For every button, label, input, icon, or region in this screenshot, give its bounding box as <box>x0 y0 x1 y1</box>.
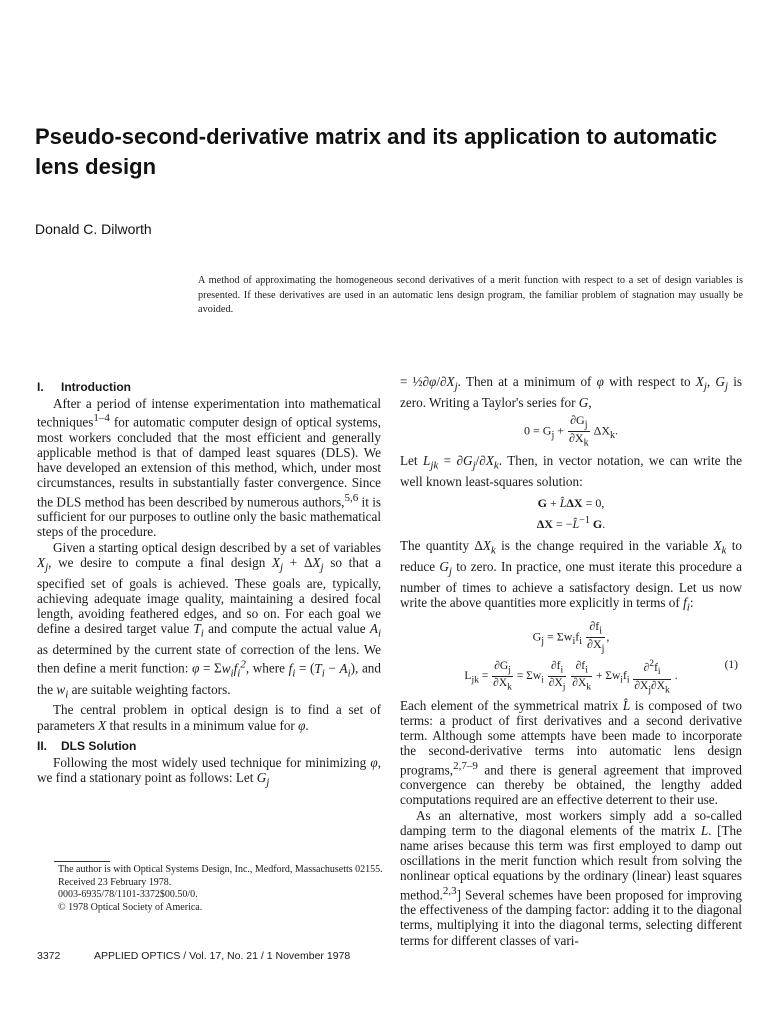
paragraph: Following the most widely used technique for minimizing φ, we find a stationary point as follows: Let $G_j$ <box>37 754 381 789</box>
section-number: II. <box>37 738 48 753</box>
footnote-rule <box>54 861 110 862</box>
paragraph: After a period of intense experimentation into mathematical techniques$^{1-4}$ for automatic computer design of optical systems, most workers concluded that the most efficient and generally applicable method is that of damped least squares (DLS). We have developed an extension of this method, which, under most circumstances, results in substantially faster convergence. Since the DLS method has been described by numerous authors,$^{5,6}$ it is sufficient for our purposes to outline only the basic mathematical steps of the procedure. <box>37 396 382 540</box>
paragraph: Given a starting optical design described by a set of variables $X_j$, we desire to compute a final design $X_j + \Delta X_j$ so that a specified set of goals is achieved. These goals are, typically, achieving adequate image quality, maintaining a desired focal length, avoiding feathered edges, and so on. For each goal we define a desired target value $T_i$ and compute the actual value $A_i$ as determined by the current state of correction of the lens. We then define a merit function: $\varphi = \Sigma w_if_i^2$, where $f_i = (T_i - A_i)$, and the $w_i$ are suitable weighting factors. <box>37 539 381 701</box>
journal-citation: APPLIED OPTICS / Vol. 17, No. 21 / 1 November 1978 <box>94 950 351 962</box>
paragraph: Let $L_{jk} = \partial G_j/\partial X_k$. Then, in vector notation, we can write the well known least-squares solution: <box>400 452 742 489</box>
page-number: 3372 <box>37 950 61 962</box>
equation-least-squares: G + L̂ΔX = 0, <box>537 495 605 510</box>
right-column <box>400 374 742 948</box>
paragraph: Each element of the symmetrical matrix L̂ is composed of two terms: a product of first derivatives and a second derivative term. Although some attempts have been made to incorporate the second-derivative terms into automatic lens design programs,$^{2,7-9}$ and there is general agreement that improved convergence can thereby be obtained, the lengthy added computations required are an effective deterrent to their use. <box>400 697 742 808</box>
equation-gj: $G_j = \Sigma w_if_i$ $\frac{\partial f_i}{\partial X_j}$ , <box>532 618 610 655</box>
equation-taylor: $0 = G_j$ + $\frac{\partial G_j}{\partial X_k}$ $\Delta X_k$. <box>524 413 618 449</box>
paragraph: As an alternative, most workers simply add a so-called damping term to the diagonal elements of the matrix L. [The name arises because this term was first employed to damp out oscillations in the merit function which result from solving the nonlinear optical equations by the ordinary (linear) least squares method.$^{2,3}$] Several schemes have been proposed for improving the effectiveness of the damping factor: adding it to the diagonal terms, multiplying it into the diagonal terms, selecting different terms for different classes of vari- <box>400 807 742 948</box>
footnote <box>54 864 384 914</box>
abstract: A method of approximating the homogeneous second derivatives of a merit function with respect to a set of design variables is presented. If these derivatives are used in an automatic lens design program, the familiar problem of stagnation may usually be avoided. <box>198 275 743 315</box>
received-date: Received 23 February 1978. <box>58 876 172 888</box>
equation-number: (1) <box>724 659 738 672</box>
equation-ljk <box>400 657 742 695</box>
paragraph: = $\frac{1}{2}\partial\varphi/\partial X_j$. Then at a minimum of φ with respect to $X_j$, $G_j$ is zero. Writing a Taylor's series for G, <box>400 374 742 410</box>
article-code: 0003-6935/78/1101-3372$00.50/0. <box>58 889 198 901</box>
equation-delta-x: ΔX = −L̂$^{-1}$ G. <box>536 514 606 531</box>
left-column <box>37 380 381 791</box>
equation-body: $L_{jk}$ = $\frac{\partial G_j}{\partial X_k}$ = $\Sigma w_i$ $\frac{\partial f_i}{\partial X_j}$ $\frac{\partial f_i}{\partial X_k}$ + $\Sigma w_if_i$ $\frac{\partial^2f_i}{\partial X_j\partial X_k}$ . <box>464 658 678 695</box>
paragraph: The quantity $\Delta X_k$ is the change required in the variable $X_k$ to reduce $G_j$ to zero. In practice, one must iterate this procedure a number of times to achieve a satisfactory design. Let us now write the above quantities more explicitly in terms of $f_i$: <box>400 537 742 614</box>
page-footer <box>37 950 437 962</box>
paragraph: The central problem in optical design is to find a set of parameters X that results in a minimum value for φ. <box>37 702 381 733</box>
affiliation-note: The author is with Optical Systems Design, Inc., Medford, Massachusetts 02155. <box>58 864 383 875</box>
section-title: Introduction <box>61 380 131 394</box>
author-name: Donald C. Dilworth <box>35 221 152 237</box>
section-heading-introduction <box>37 380 381 395</box>
section-number: I. <box>37 380 44 394</box>
section-title: DLS Solution <box>61 738 137 753</box>
section-heading-dls-solution <box>37 739 381 754</box>
copyright-notice: © 1978 Optical Society of America. <box>58 901 203 913</box>
paper-title: Pseudo-second-derivative matrix and its application to automatic lens design <box>35 124 718 179</box>
